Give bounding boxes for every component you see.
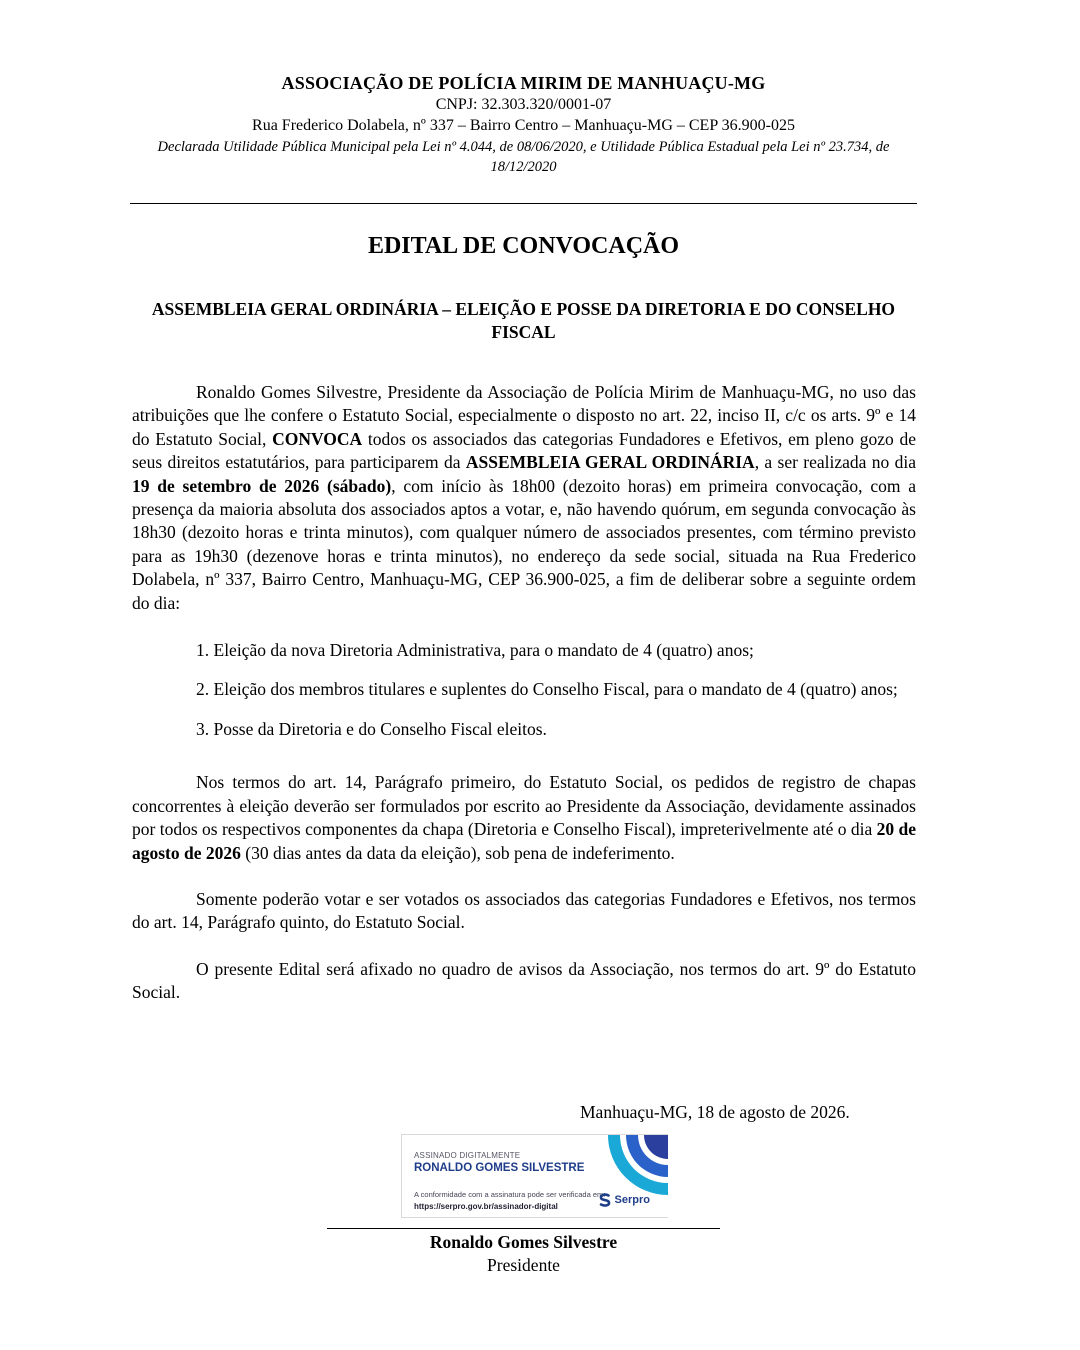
stamp-arc-graphic bbox=[608, 1135, 668, 1195]
posting-paragraph: O presente Edital será afixado no quadro de avisos da Associação, nos termos do art. 9º do Estatuto Social. bbox=[132, 958, 916, 1003]
place-date-line: Manhuaçu-MG, 18 de agosto de 2026. bbox=[580, 1102, 850, 1122]
bold-assembly-date: 19 de setembro de 2026 (sábado) bbox=[132, 475, 392, 496]
bold-assembly-name: ASSEMBLEIA GERAL ORDINÁRIA bbox=[465, 452, 755, 473]
stamp-kicker: ASSINADO DIGITALMENTE bbox=[414, 1151, 521, 1160]
serpro-wordmark: Serpro bbox=[614, 1194, 650, 1206]
voting-paragraph: Somente poderão votar e ser votados os associados das categorias Fundadores e Efetivos, nos termos do art. 14, Parágrafo quinto, do Estatuto Social. bbox=[132, 888, 916, 933]
agenda-list bbox=[196, 639, 916, 741]
cnpj-line: CNPJ: 32.303.320/0001-07 bbox=[435, 96, 612, 113]
stamp-verification-url[interactable]: https://serpro.gov.br/assinador-digital bbox=[414, 1202, 558, 1211]
organization-name: ASSOCIAÇÃO DE POLÍCIA MIRIM DE MANHUAÇU-MG bbox=[281, 73, 766, 93]
letterhead bbox=[130, 72, 917, 177]
agenda-item: 1. Eleição da nova Diretoria Administrativa, para o mandato de 4 (quatro) anos; bbox=[196, 640, 754, 661]
bold-convoca: CONVOCA bbox=[272, 428, 363, 449]
registration-paragraph: Nos termos do art. 14, Parágrafo primeiro, do Estatuto Social, os pedidos de registro de chapas concorrentes à eleição deverão ser formulados por escrito ao Presidente da Associação, devidamente assinados por todos os respectivos componentes da chapa (Diretoria e Conselho Fiscal), impreterivelmente até o dia 20 de agosto de 2026 (30 dias antes da data da eleição), sob pena de indeferimento. bbox=[132, 772, 917, 863]
agenda-item: 2. Eleição dos membros titulares e suplentes do Conselho Fiscal, para o mandato de 4 (quatro) anos; bbox=[196, 679, 898, 700]
signature-line bbox=[327, 1228, 720, 1229]
public-utility-declaration: Declarada Utilidade Pública Municipal pela Lei nº 4.044, de 08/06/2020, e Utilidade Pública Estadual pela Lei nº 23.734, de 18/12/2020 bbox=[157, 139, 890, 175]
document-subtitle: ASSEMBLEIA GERAL ORDINÁRIA – ELEIÇÃO E POSSE DA DIRETORIA E DO CONSELHO FISCAL bbox=[151, 299, 896, 342]
agenda-item: 3. Posse da Diretoria e do Conselho Fiscal eleitos. bbox=[196, 718, 547, 739]
convocation-paragraph: Ronaldo Gomes Silvestre, Presidente da Associação de Polícia Mirim de Manhuaçu-MG, no uso das atribuições que lhe confere o Estatuto Social, especialmente o disposto no art. 22, inciso II, c/c os arts. 9º e 14 do Estatuto Social, CONVOCA todos os associados das categorias Fundadores e Efetivos, em pleno gozo de seus direitos estatutários, para participarem da ASSEMBLEIA GERAL ORDINÁRIA, a ser realizada no dia 19 de setembro de 2026 (sábado), com início às 18h00 (dezoito horas) em primeira convocação, com a presença da maioria absoluta dos associados aptos a votar, e, não havendo quórum, em segunda convocação às 18h30 (dezoito horas e trinta minutos), com qualquer número de associados presentes, com término previsto para as 19h30 (dezenove horas e trinta minutos), no endereço da sede social, situada na Rua Frederico Dolabela, nº 337, Bairro Centro, Manhuaçu-MG, CEP 36.900-025, a fim de deliberar sobre a seguinte ordem do dia: bbox=[132, 382, 916, 613]
serpro-brand bbox=[597, 1192, 650, 1208]
serpro-logo-icon bbox=[597, 1192, 613, 1208]
signer-name: Ronaldo Gomes Silvestre bbox=[429, 1232, 618, 1252]
address-line: Rua Frederico Dolabela, nº 337 – Bairro Centro – Manhuaçu-MG – CEP 36.900-025 bbox=[252, 117, 795, 134]
signer-role: Presidente bbox=[487, 1255, 560, 1275]
document-body bbox=[132, 381, 916, 1005]
stamp-signer-name: RONALDO GOMES SILVESTRE bbox=[414, 1162, 585, 1174]
digital-signature-stamp bbox=[401, 1134, 668, 1218]
bold-deadline-date: 20 de agosto de 2026 bbox=[132, 819, 917, 863]
header-divider bbox=[130, 203, 917, 204]
stamp-verification-note: A conformidade com a assinatura pode ser verificada em: bbox=[414, 1190, 606, 1199]
document-title: EDITAL DE CONVOCAÇÃO bbox=[367, 233, 680, 259]
